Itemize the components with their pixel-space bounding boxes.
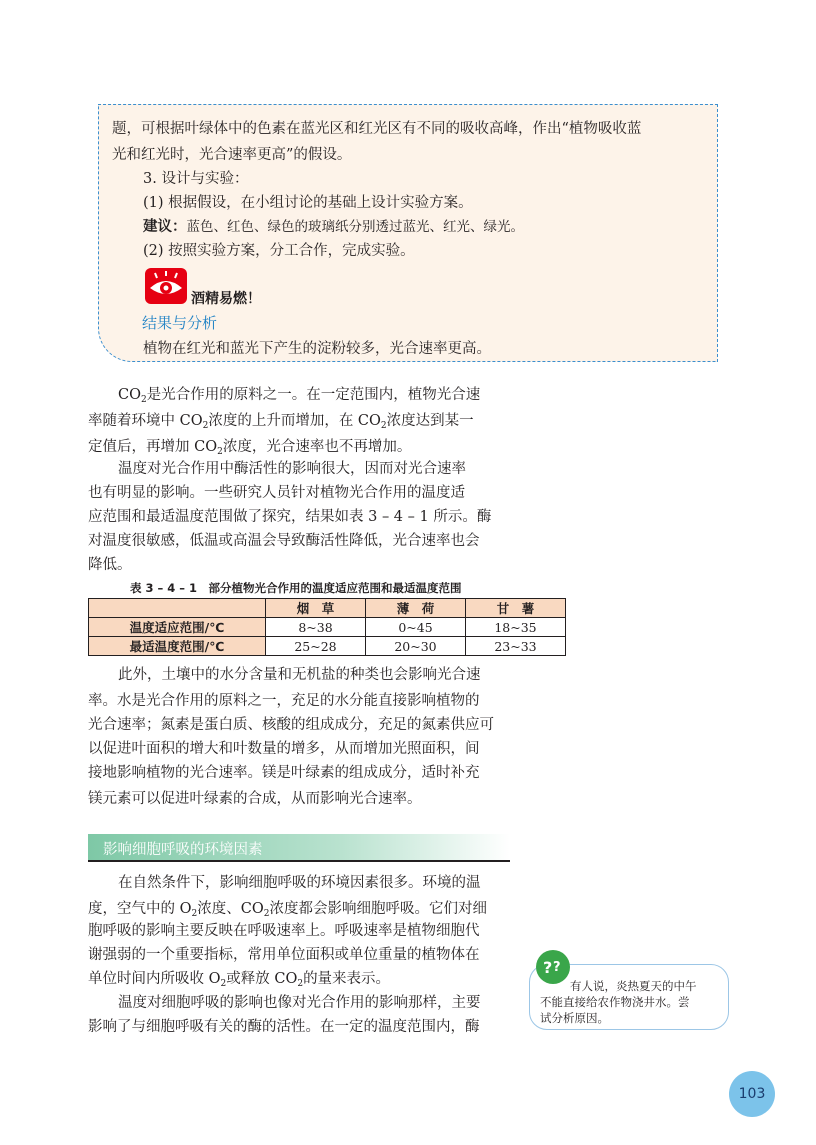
experiment-line: 光和红光时，光合速率更高”的假设。 xyxy=(112,147,352,163)
paragraph-line: 此外，土壤中的水分含量和无机盐的种类也会影响光合速 xyxy=(118,667,481,683)
svg-text:?: ? xyxy=(553,960,561,975)
table-cell: 0~45 xyxy=(366,618,466,637)
warning-text: 酒精易燃！ xyxy=(191,291,261,307)
experiment-step: (2) 按照实验方案，分工合作，完成实验。 xyxy=(143,243,415,259)
table-row xyxy=(89,637,566,656)
suggestion-text: 蓝色、红色、绿色的玻璃纸分别透过蓝光、红光、绿光。 xyxy=(186,219,524,235)
table-cell: 18~35 xyxy=(466,618,566,637)
paragraph-line: 在自然条件下，影响细胞呼吸的环境因素很多。环境的温 xyxy=(118,875,481,891)
table-cell: 8~38 xyxy=(266,618,366,637)
table-header-cell: 烟 草 xyxy=(266,599,366,618)
paragraph-line: 镁元素可以促进叶绿素的合成，从而影响光合速率。 xyxy=(88,791,422,807)
table-cell: 25~28 xyxy=(266,637,366,656)
table-cell: 20~30 xyxy=(366,637,466,656)
table-header-cell: 薄 荷 xyxy=(366,599,466,618)
suggestion xyxy=(143,216,524,238)
page-number: 103 xyxy=(729,1071,775,1117)
paragraph-line: 谢强弱的一个重要指标，常用单位面积或单位重量的植物体在 xyxy=(88,947,480,963)
paragraph-line: 胞呼吸的影响主要反映在呼吸速率上。呼吸速率是植物细胞代 xyxy=(88,923,480,939)
paragraph-line: 率随着环境中 $CO_2$浓度的上升而增加，在 $CO_2$浓度达到某一 xyxy=(88,413,474,431)
eye-warning-icon xyxy=(145,268,187,304)
temperature-table xyxy=(88,598,566,656)
table-header-row xyxy=(89,599,566,618)
paragraph-line: 也有明显的影响。一些研究人员针对植物光合作用的温度适 xyxy=(88,485,465,501)
table-caption: 表 3 – 4 – 1 部分植物光合作用的温度适应范围和最适温度范围 xyxy=(130,581,462,595)
paragraph-line: 接地影响植物的光合速率。镁是叶绿素的组成成分，适时补充 xyxy=(88,765,480,781)
table-header-cell xyxy=(89,599,266,618)
paragraph-line: 对温度很敏感，低温或高温会导致酶活性降低，光合速率也会 xyxy=(88,533,480,549)
svg-text:?: ? xyxy=(543,958,553,977)
paragraph-line: 度，空气中的 $O_2$浓度、$CO_2$浓度都会影响细胞呼吸。它们对细 xyxy=(88,901,487,919)
paragraph-line: 单位时间内所吸收 $O_2$或释放 $CO_2$的量来表示。 xyxy=(88,971,391,989)
experiment-step: 3. 设计与实验： xyxy=(143,171,249,187)
paragraph-line: 温度对光合作用中酶活性的影响很大，因而对光合速率 xyxy=(118,461,466,477)
table-header-cell: 甘 薯 xyxy=(466,599,566,618)
paragraph-line: $CO_2$是光合作用的原料之一。在一定范围内，植物光合速 xyxy=(118,387,481,405)
paragraph-line: 影响了与细胞呼吸有关的酶的活性。在一定的温度范围内，酶 xyxy=(88,1019,480,1035)
paragraph-line: 率。水是光合作用的原料之一，充足的水分能直接影响植物的 xyxy=(88,693,480,709)
table-row xyxy=(89,618,566,637)
suggestion-label: 建议： xyxy=(143,219,187,235)
paragraph-line: 温度对细胞呼吸的影响也像对光合作用的影响那样，主要 xyxy=(118,995,481,1011)
side-note-line: 有人说，炎热夏天的中午 xyxy=(570,979,697,993)
table-row-label: 温度适应范围/℃ xyxy=(89,618,266,637)
side-note-line: 试分析原因。 xyxy=(540,1011,609,1025)
table-cell: 23~33 xyxy=(466,637,566,656)
experiment-line: 题，可根据叶绿体中的色素在蓝光区和红光区有不同的吸收高峰，作出“植物吸收蓝 xyxy=(112,121,642,137)
paragraph-line: 以促进叶面积的增大和叶数量的增多，从而增加光照面积，间 xyxy=(88,741,480,757)
paragraph-line: 定值后，再增加 $CO_2$浓度，光合速率也不再增加。 xyxy=(88,439,412,457)
paragraph-line: 光合速率；氮素是蛋白质、核酸的组成成分，充足的氮素供应可 xyxy=(88,717,494,733)
paragraph-line: 应范围和最适温度范围做了探究，结果如表 3 – 4 – 1 所示。酶 xyxy=(88,509,492,525)
side-note-line: 不能直接给农作物浇井水。尝 xyxy=(540,995,690,1009)
section-heading xyxy=(88,834,510,862)
question-icon xyxy=(536,950,570,984)
table-row-label: 最适温度范围/℃ xyxy=(89,637,266,656)
paragraph-line: 降低。 xyxy=(88,557,132,573)
result-heading: 结果与分析 xyxy=(142,314,218,332)
experiment-step: (1) 根据假设，在小组讨论的基础上设计实验方案。 xyxy=(143,195,473,211)
result-text: 植物在红光和蓝光下产生的淀粉较多，光合速率更高。 xyxy=(143,341,491,357)
section-title: 影响细胞呼吸的环境因素 xyxy=(103,842,263,858)
